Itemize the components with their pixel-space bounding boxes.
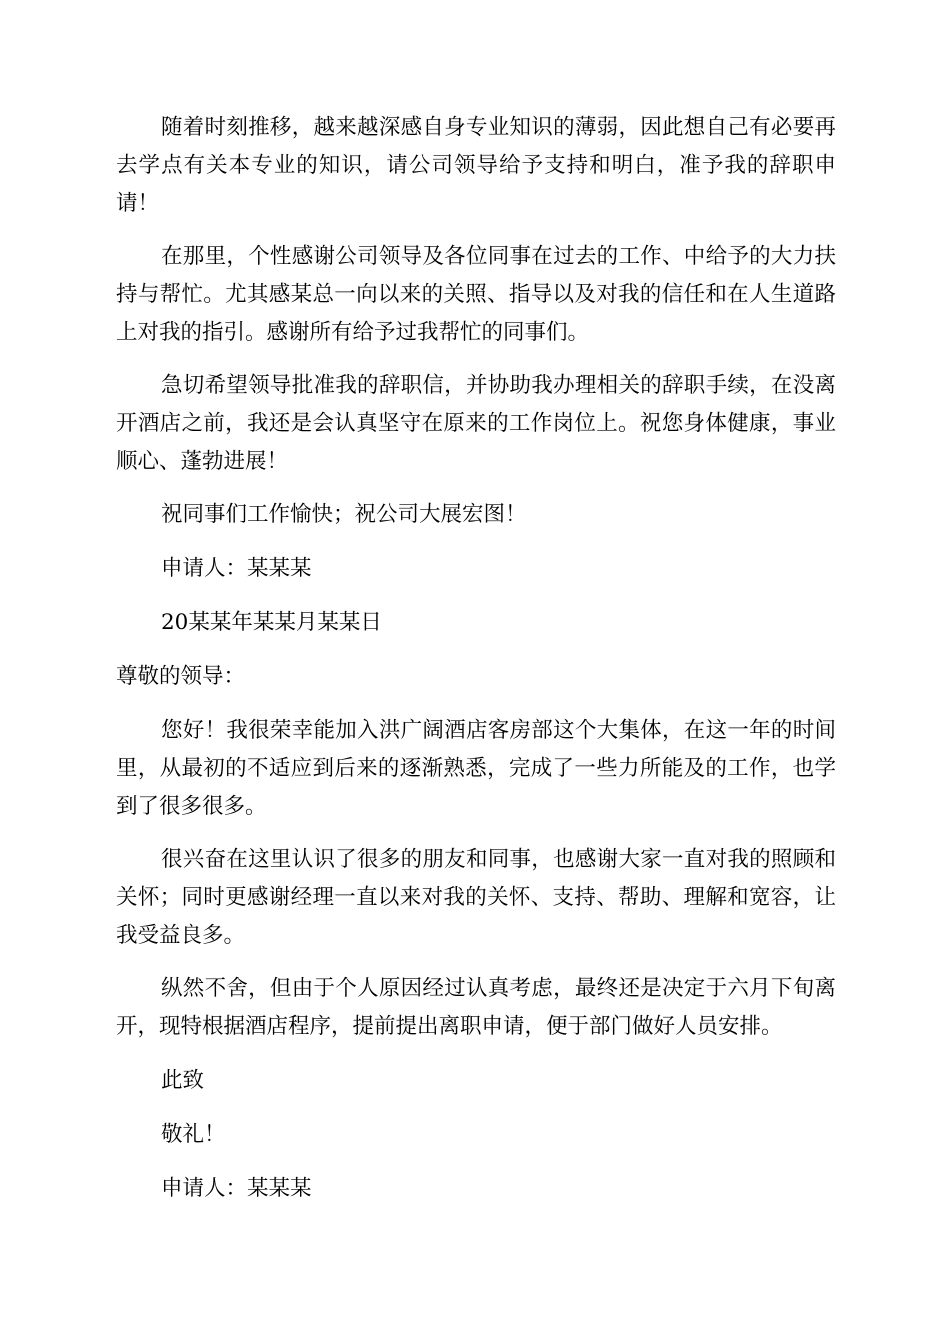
signature-date: 20某某年某某月某某日 xyxy=(161,610,382,635)
closing-ci-zhi: 此致 xyxy=(161,1068,205,1093)
applicant-signature-2: 申请人：某某某 xyxy=(161,1176,312,1201)
applicant-signature: 申请人：某某某 xyxy=(161,556,312,581)
paragraph-resignation-reason: 纵然不舍，但由于个人原因经过认真考虑，最终还是决定于六月下旬离开，现特根据酒店程序，提前提出离职申请，便于部门做好人员安排。 xyxy=(116,976,836,1039)
closing-jing-li: 敬礼！ xyxy=(161,1122,226,1147)
paragraph-request-approval: 急切希望领导批准我的辞职信，并协助我办理相关的辞职手续，在没离开酒店之前，我还是会认真坚守在原来的工作岗位上。祝您身体健康，事业顺心、蓬勃进展！ xyxy=(116,373,836,474)
paragraph-further-study: 随着时刻推移，越来越深感自身专业知识的薄弱，因此想自己有必要再去学点有关本专业的知识，请公司领导给予支持和明白，准予我的辞职申请！ xyxy=(116,115,836,216)
paragraph-gratitude: 很兴奋在这里认识了很多的朋友和同事，也感谢大家一直对我的照顾和关怀；同时更感谢经理一直以来对我的关怀、支持、帮助、理解和宽容，让我受益良多。 xyxy=(116,847,836,948)
document-page xyxy=(116,109,836,1208)
paragraph-wishes: 祝同事们工作愉快；祝公司大展宏图！ xyxy=(161,502,527,527)
salutation: 尊敬的领导： xyxy=(116,664,246,689)
paragraph-thanks: 在那里，个性感谢公司领导及各位同事在过去的工作、中给予的大力扶持与帮忙。尤其感某总一向以来的关照、指导以及对我的信任和在人生道路上对我的指引。感谢所有给予过我帮忙的同事们。 xyxy=(116,244,836,345)
paragraph-greeting: 您好！我很荣幸能加入洪广阔酒店客房部这个大集体，在这一年的时间里，从最初的不适应到后来的逐渐熟悉，完成了一些力所能及的工作，也学到了很多很多。 xyxy=(116,718,836,819)
